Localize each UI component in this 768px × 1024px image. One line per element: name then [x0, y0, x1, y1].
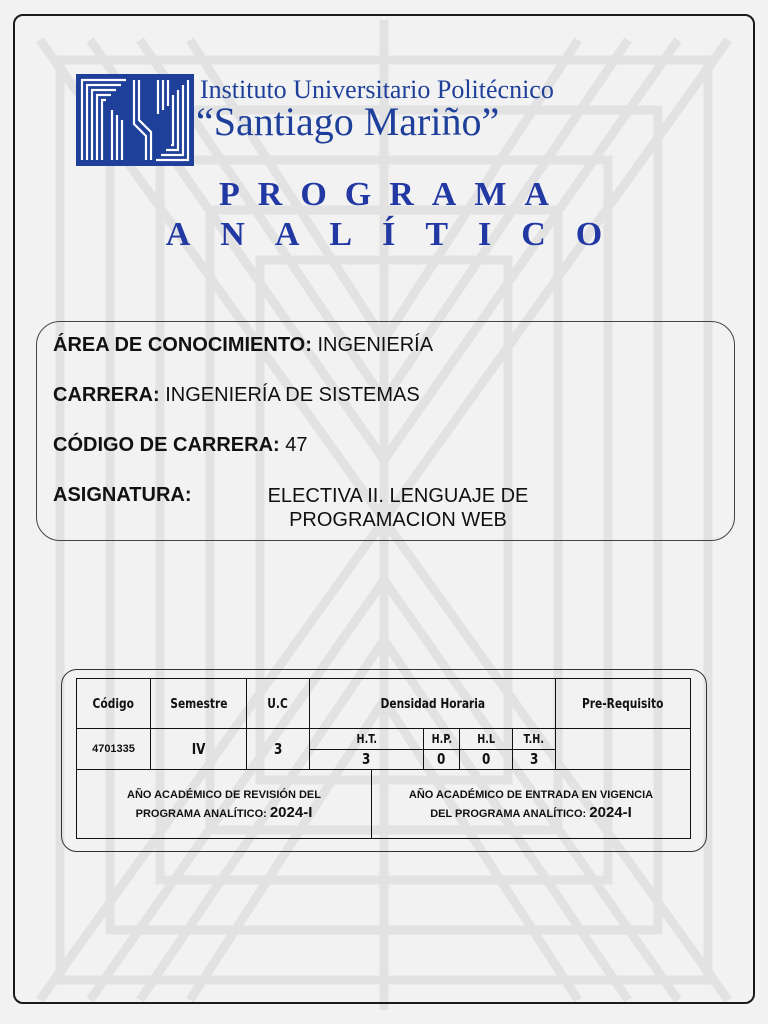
cell-prerequisito	[556, 729, 691, 770]
institution-name: Instituto Universitario Politécnico	[200, 75, 554, 104]
vigencia-year-cell	[372, 770, 691, 839]
vigencia-label-line-2: DEL PROGRAMA ANALÍTICO: 2024-I	[430, 803, 632, 821]
asignatura-row	[53, 484, 192, 507]
document-title-line-1: PROGRAMA	[219, 176, 567, 213]
area-row	[53, 334, 433, 357]
sub-header-ht: H.T.	[310, 729, 424, 750]
revision-label-line-1: AÑO ACADÉMICO DE REVISIÓN DEL	[127, 788, 321, 801]
carrera-value: INGENIERÍA DE SISTEMAS	[159, 384, 420, 406]
cell-hp: 0	[424, 750, 460, 770]
header-codigo: Código	[77, 679, 151, 729]
area-value: INGENIERÍA	[311, 334, 434, 356]
vigencia-label-line-1: AÑO ACADÉMICO DE ENTRADA EN VIGENCIA	[408, 788, 654, 801]
cell-hl: 0	[460, 750, 513, 770]
cell-ht: 3	[310, 750, 424, 770]
header-prerequisito: Pre-Requisito	[556, 679, 691, 729]
asignatura-value-line-2: PROGRAMACION WEB	[289, 509, 507, 531]
carrera-row	[53, 384, 420, 407]
sub-header-hp: H.P.	[424, 729, 460, 750]
sub-header-hl: H.L	[460, 729, 513, 750]
institution-logo	[76, 74, 194, 166]
cell-codigo: 4701335	[77, 729, 151, 770]
header-semestre: Semestre	[151, 679, 247, 729]
codigo-carrera-value: 47	[279, 434, 308, 456]
document-title-line-2: ANALÍTICO	[165, 216, 633, 253]
asignatura-label: ASIGNATURA:	[53, 484, 192, 506]
cell-th: 3	[513, 750, 556, 770]
codigo-carrera-row	[53, 434, 307, 457]
header-densidad-horaria: Densidad Horaria	[310, 679, 556, 729]
institution-subname: “Santiago Mariño”	[196, 99, 500, 144]
cell-uc: 3	[247, 729, 310, 770]
codigo-carrera-label: CÓDIGO DE CARRERA:	[53, 434, 280, 456]
sub-header-th: T.H.	[513, 729, 556, 750]
program-table	[76, 678, 691, 839]
cell-semestre: IV	[151, 729, 247, 770]
vigencia-year: 2024-I	[589, 803, 632, 821]
carrera-label: CARRERA:	[53, 384, 160, 406]
revision-year: 2024-I	[269, 803, 313, 821]
asignatura-value	[248, 484, 548, 532]
revision-year-cell	[77, 770, 372, 839]
area-label: ÁREA DE CONOCIMIENTO:	[53, 334, 312, 356]
header-uc: U.C	[247, 679, 310, 729]
asignatura-value-line-1: ELECTIVA II. LENGUAJE DE	[267, 485, 529, 507]
revision-label-line-2: PROGRAMA ANALÍTICO: 2024-I	[135, 803, 313, 821]
